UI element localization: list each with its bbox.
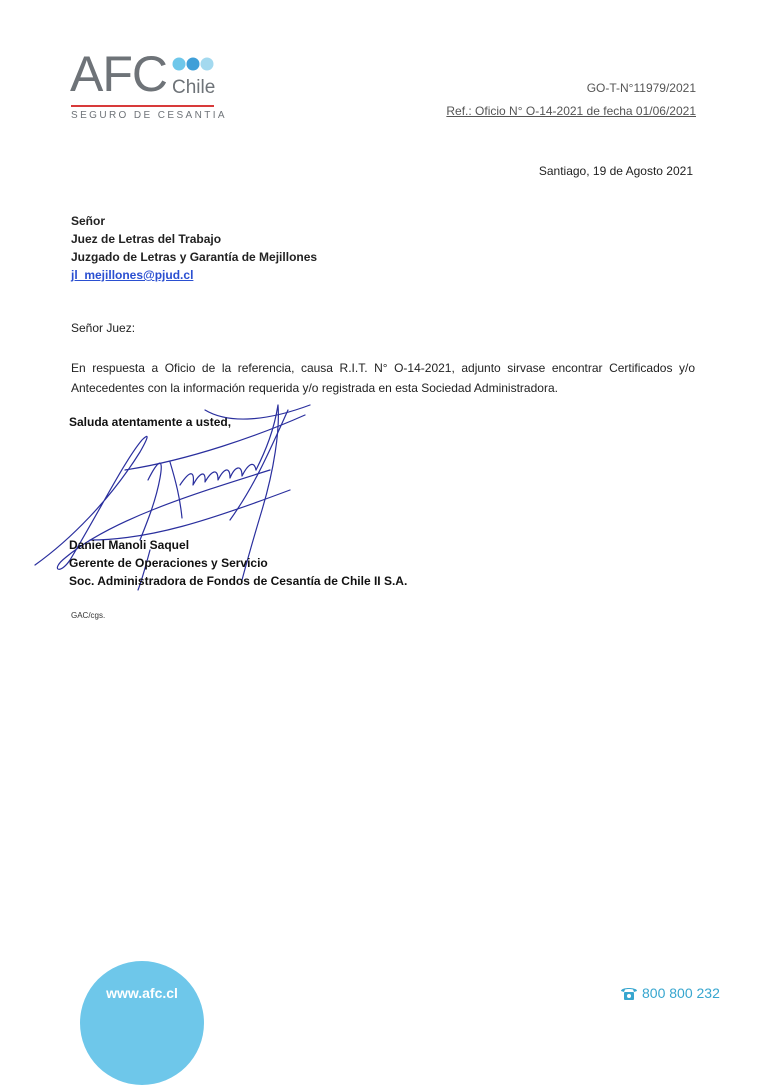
- logo-dots-icon: [172, 56, 216, 72]
- logo-red-rule: [71, 105, 214, 107]
- reference-line: Ref.: Oficio N° O-14-2021 de fecha 01/06/2021: [446, 104, 696, 118]
- signatory-company: Soc. Administradora de Fondos de Cesantía de Chile II S.A.: [69, 574, 408, 588]
- typist-initials: GAC/cgs.: [71, 611, 106, 620]
- recipient-court: Juzgado de Letras y Garantía de Mejillones: [71, 250, 318, 264]
- body-paragraph: En respuesta a Oficio de la referencia, causa R.I.T. N° O-14-2021, adjunto sirvase encontrar Certificados y/o Antecedentes con la información requerida y/o registrada en esta Sociedad Administradora.: [71, 361, 695, 395]
- logo-country: Chile: [172, 77, 216, 98]
- signatory-title: Gerente de Operaciones y Servicio: [69, 556, 268, 570]
- phone-icon: [620, 985, 638, 1001]
- salutation: Señor Juez:: [71, 321, 136, 335]
- date-line: Santiago, 19 de Agosto 2021: [538, 164, 693, 178]
- signatory-name: Daniel Manoli Saquel: [69, 538, 190, 552]
- recipient-title: Juez de Letras del Trabajo: [71, 232, 222, 246]
- footer-phone-number: 800 800 232: [642, 985, 720, 1001]
- footer-website-link[interactable]: www.afc.cl: [106, 985, 178, 1001]
- recipient-email-link[interactable]: jl_mejillones@pjud.cl: [71, 268, 194, 282]
- footer-circle: [80, 961, 204, 1085]
- logo-afc-text: AFC: [70, 46, 167, 102]
- document-code: GO-T-N°11979/2021: [586, 81, 696, 95]
- closing-line: Saluda atentamente a usted,: [69, 415, 232, 429]
- recipient-honorific: Señor: [71, 214, 106, 228]
- logo-tagline: SEGURO DE CESANTIA: [71, 110, 227, 121]
